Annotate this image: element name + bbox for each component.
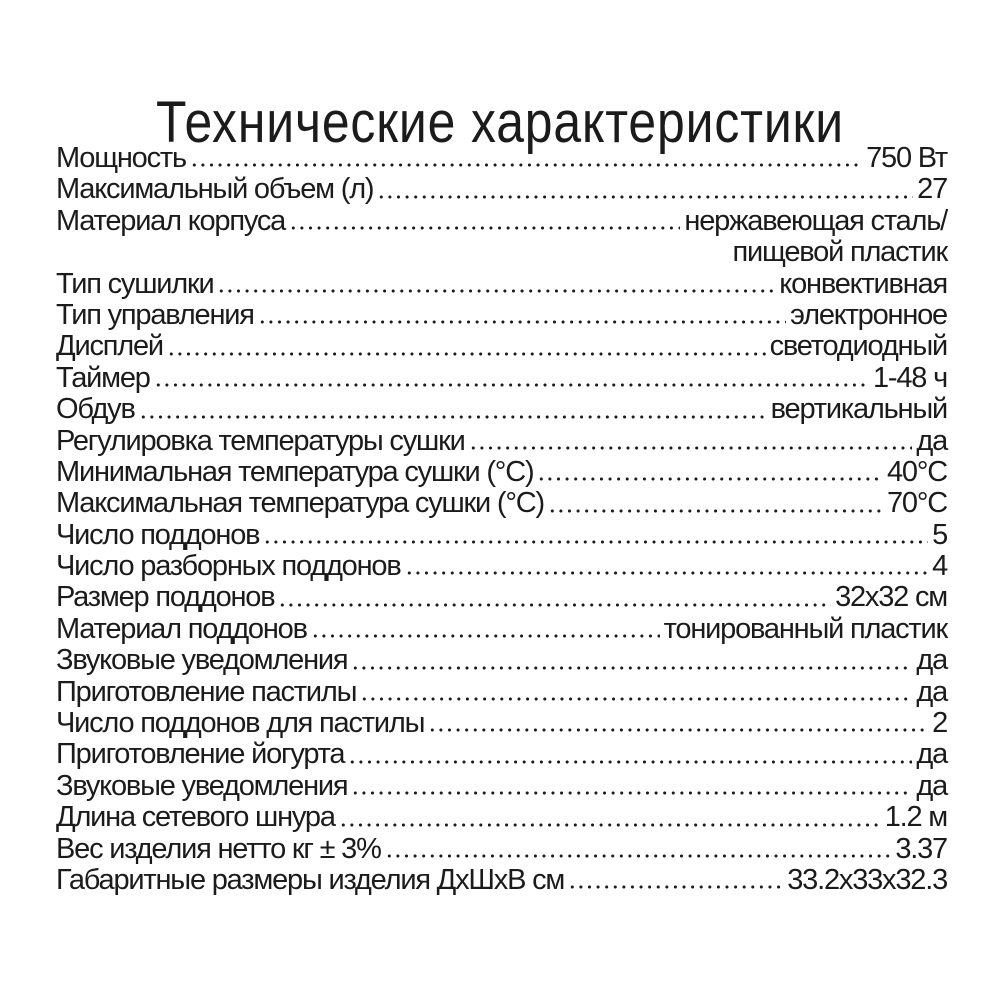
spec-label: Число разборных поддонов	[56, 550, 401, 583]
spec-value: тонированный пластик	[663, 612, 947, 645]
dot-leader	[568, 885, 783, 889]
spec-value: 40°С	[887, 455, 947, 488]
dot-leader	[405, 571, 929, 575]
spec-label: Максимальная температура сушки (°С)	[56, 487, 544, 520]
spec-row-temp-control	[56, 426, 947, 457]
spec-row-body-material	[56, 206, 947, 237]
spec-label: Регулировка температуры сушки	[56, 424, 465, 457]
spec-label: Максимальный объем (л)	[56, 173, 374, 206]
spec-value: светодиодный	[769, 330, 947, 363]
spec-label: Число поддонов для пастилы	[56, 707, 425, 740]
spec-value: конвективная	[779, 267, 947, 300]
spec-value: 750 Вт	[866, 142, 947, 174]
spec-label: Материал корпуса	[56, 204, 286, 237]
spec-label: Габаритные размеры изделия ДхШхВ см	[56, 863, 565, 896]
spec-row-yogurt	[56, 739, 947, 770]
spec-value: 1-48 ч	[872, 361, 947, 394]
spec-label: Тип управления	[56, 298, 254, 331]
dot-leader	[377, 195, 913, 199]
spec-row-min-temp	[56, 457, 947, 488]
spec-value: да	[916, 424, 947, 457]
dot-leader	[217, 289, 775, 293]
dot-leader	[289, 226, 680, 230]
spec-row-collapsible-trays	[56, 551, 947, 582]
spec-label: Вес изделия нетто кг ± 3%	[56, 832, 381, 865]
dot-leader	[258, 320, 786, 324]
spec-row-max-temp	[56, 488, 947, 519]
spec-row-airflow	[56, 394, 947, 425]
spec-row-dryer-type	[56, 269, 947, 300]
spec-label: Тип сушилки	[56, 267, 214, 300]
specs-list	[56, 143, 947, 896]
spec-row-dimensions	[56, 865, 947, 896]
dot-leader	[190, 163, 862, 167]
spec-label: Материал поддонов	[56, 612, 307, 645]
spec-label: Мощность	[56, 142, 186, 174]
spec-value: да	[916, 769, 947, 802]
spec-row-sound-alerts-2	[56, 771, 947, 802]
spec-row-net-weight	[56, 834, 947, 865]
dot-leader	[351, 791, 912, 795]
dot-leader	[167, 352, 766, 356]
spec-value: да	[916, 675, 947, 708]
spec-row-tray-material	[56, 614, 947, 645]
dot-leader	[263, 540, 928, 544]
dot-leader	[339, 823, 881, 827]
dot-leader	[348, 760, 912, 764]
spec-value: электронное	[790, 298, 947, 331]
spec-value: вертикальный	[770, 393, 947, 426]
dot-leader	[469, 446, 913, 450]
spec-label: Таймер	[56, 361, 150, 394]
spec-value: 1.2 м	[884, 801, 947, 834]
dot-leader	[278, 603, 831, 607]
spec-label: Дисплей	[56, 330, 163, 363]
dot-leader	[428, 728, 928, 732]
spec-row-control-type	[56, 300, 947, 331]
spec-label: Число поддонов	[56, 518, 260, 551]
dot-leader	[139, 415, 767, 419]
dot-leader	[385, 854, 892, 858]
spec-label: Звуковые уведомления	[56, 769, 348, 802]
spec-label: Звуковые уведомления	[56, 644, 348, 677]
spec-value: 5	[932, 518, 947, 551]
spec-value: 27	[917, 173, 947, 206]
spec-value: нержавеющая сталь/	[684, 204, 947, 237]
spec-label: Приготовление йогурта	[56, 738, 345, 771]
dot-leader	[311, 634, 660, 638]
spec-row-sound-alerts	[56, 645, 947, 676]
spec-row-power	[56, 143, 947, 174]
dot-leader	[351, 666, 912, 670]
spec-value: 2	[932, 707, 947, 740]
spec-row-pastila-trays	[56, 708, 947, 739]
page-title: Технические характеристики	[156, 89, 844, 155]
spec-row-body-material-continued	[56, 237, 947, 268]
spec-label: Минимальная температура сушки (°С)	[56, 455, 534, 488]
spec-row-display	[56, 331, 947, 362]
spec-row-timer	[56, 363, 947, 394]
spec-row-cord-length	[56, 802, 947, 833]
spec-label: Длина сетевого шнура	[56, 801, 335, 834]
spec-value: 3.37	[895, 832, 947, 865]
spec-row-tray-size	[56, 582, 947, 613]
spec-value: да	[916, 644, 947, 677]
spec-row-tray-count	[56, 520, 947, 551]
spec-label: Приготовление пастилы	[56, 675, 357, 708]
spec-value: 70°С	[887, 487, 947, 520]
dot-leader	[537, 477, 883, 481]
spec-value: 32х32 см	[835, 581, 947, 614]
spec-value: да	[916, 738, 947, 771]
dot-leader	[548, 509, 883, 513]
spec-row-max-volume	[56, 174, 947, 205]
spec-label: Обдув	[56, 393, 135, 426]
spec-value: пищевой пластик	[732, 236, 947, 269]
dot-leader	[360, 697, 912, 701]
spec-value: 4	[932, 550, 947, 583]
dot-leader	[154, 383, 869, 387]
spec-label: Размер поддонов	[56, 581, 275, 614]
spec-value: 33.2х33х32.3	[787, 863, 947, 896]
spec-row-pastila	[56, 677, 947, 708]
